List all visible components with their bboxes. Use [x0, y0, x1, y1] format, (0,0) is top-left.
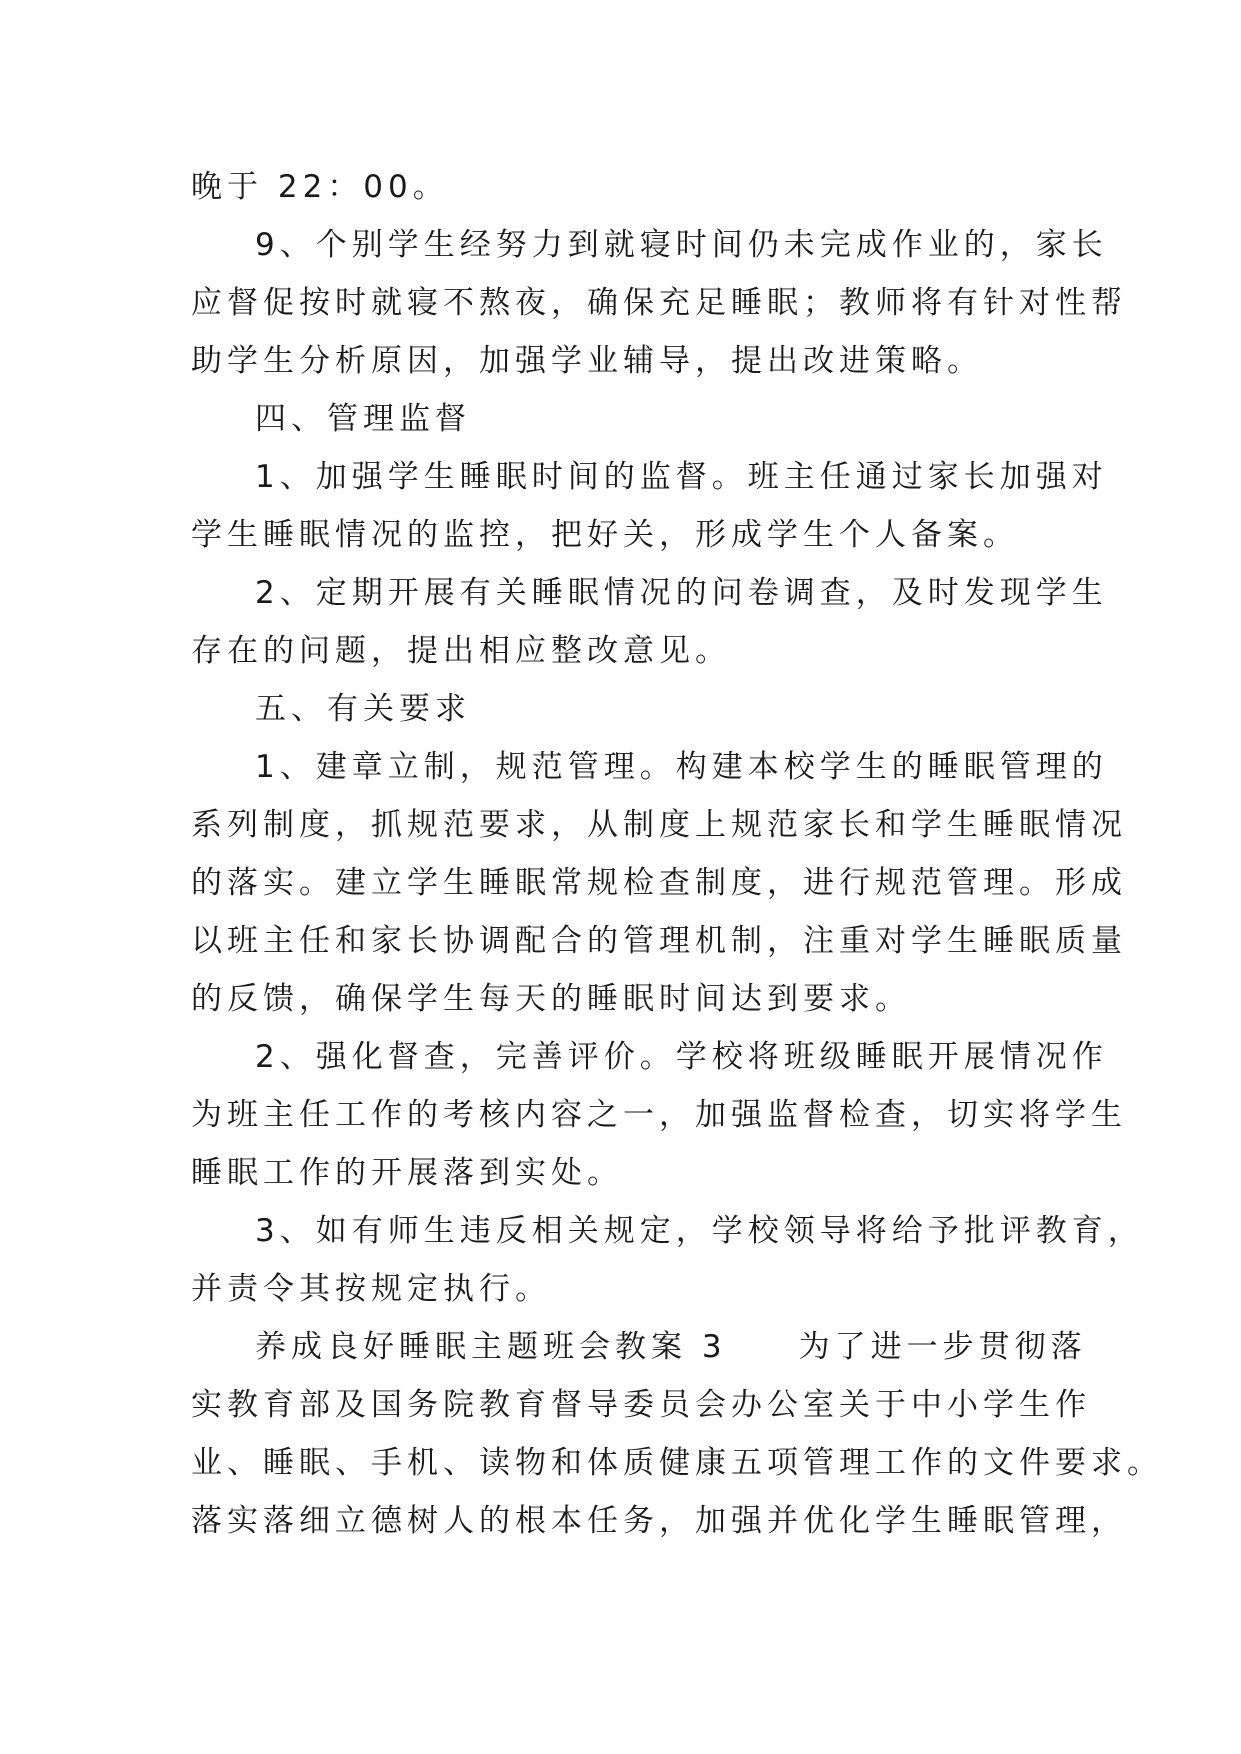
paragraph-start: 2、强化督查，完善评价。学校将班级睡眠开展情况作 — [255, 1039, 1108, 1075]
text-line: 实教育部及国务院教育督导委员会办公室关于中小学生作 — [191, 1387, 1091, 1423]
paragraph-start: 1、加强学生睡眠时间的监督。班主任通过家长加强对 — [255, 459, 1108, 495]
text-line: 学生睡眠情况的监控，把好关，形成学生个人备案。 — [191, 517, 1019, 553]
text-line: 应督促按时就寝不熬夜，确保充足睡眠；教师将有针对性帮 — [191, 285, 1127, 321]
text-line: 助学生分析原因，加强学业辅导，提出改进策略。 — [191, 343, 983, 379]
paragraph-start: 养成良好睡眠主题班会教案 3 为了进一步贯彻落 — [255, 1329, 1087, 1365]
text-line: 的落实。建立学生睡眠常规检查制度，进行规范管理。形成 — [191, 865, 1127, 901]
text-line: 睡眠工作的开展落到实处。 — [191, 1155, 623, 1191]
paragraph-start: 2、定期开展有关睡眠情况的问卷调查，及时发现学生 — [255, 575, 1108, 611]
document-body — [191, 158, 1163, 1550]
text-line: 存在的问题，提出相应整改意见。 — [191, 633, 731, 669]
text-line: 的反馈，确保学生每天的睡眠时间达到要求。 — [191, 981, 911, 1017]
paragraph-start: 1、建章立制，规范管理。构建本校学生的睡眠管理的 — [255, 749, 1108, 785]
text-line: 并责令其按规定执行。 — [191, 1271, 551, 1307]
text-line: 业、睡眠、手机、读物和体质健康五项管理工作的文件要求。 — [191, 1445, 1163, 1481]
paragraph-start: 3、如有师生违反相关规定，学校领导将给予批评教育， — [255, 1213, 1144, 1249]
text-line: 晚于 22：00。 — [191, 169, 449, 205]
section-heading: 四、管理监督 — [255, 401, 471, 437]
paragraph-start: 9、个别学生经努力到就寝时间仍未完成作业的，家长 — [255, 227, 1108, 263]
text-line: 系列制度，抓规范要求，从制度上规范家长和学生睡眠情况 — [191, 807, 1127, 843]
text-line: 落实落细立德树人的根本任务，加强并优化学生睡眠管理， — [191, 1503, 1127, 1539]
section-heading: 五、有关要求 — [255, 691, 471, 727]
text-line: 以班主任和家长协调配合的管理机制，注重对学生睡眠质量 — [191, 923, 1127, 959]
text-line: 为班主任工作的考核内容之一，加强监督检查，切实将学生 — [191, 1097, 1127, 1133]
